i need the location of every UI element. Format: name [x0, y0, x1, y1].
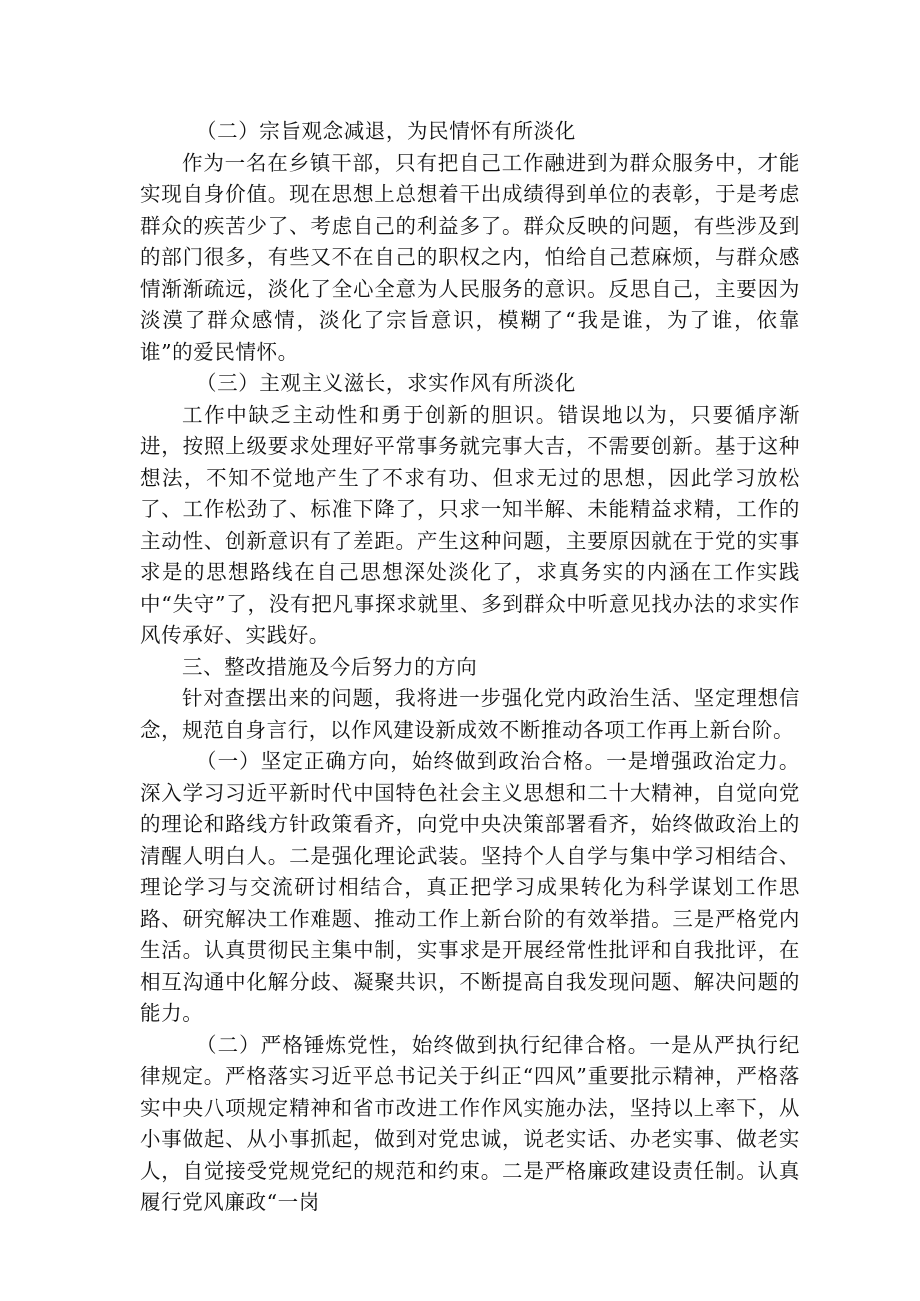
chapter-heading-3: 三、整改措施及今后努力的方向: [182, 654, 478, 679]
section-heading-3: （三）主观主义滋长，求实作风有所淡化: [196, 371, 576, 395]
document-body: [140, 116, 800, 1219]
body-paragraph: 工作中缺乏主动性和勇于创新的胆识。错误地以为，只要循序渐进，按照上级要求处理好平常事务就完事大吉，不需要创新。基于这种想法，不知不觉地产生了不求有功、但求无过的思想，因此学习放松了、工作松劲了、标准下降了，只求一知半解、未能精益求精，工作的主动性、创新意识有了差距。产生这种问题，主要原因就在于党的实事求是的思想路线在自己思想深处淡化了，求真务实的内涵在工作实践中“失守”了，没有把凡事探求就里、多到群众中听意见找办法的求实作风传承好、实践好。: [140, 402, 800, 647]
section-heading-2: （二）宗旨观念减退，为民情怀有所淡化: [196, 119, 576, 143]
measure-paragraph-1: （一）坚定正确方向，始终做到政治合格。一是增强政治定力。深入学习习近平新时代中国特色社会主义思想和二十大精神，自觉向党的理论和路线方针政策看齐，向党中央决策部署看齐，始终做政治上的清醒人明白人。二是强化理论武装。坚持个人自学与集中学习相结合、理论学习与交流研讨相结合，真正把学习成果转化为科学谋划工作思路、研究解决工作难题、推动工作上新台阶的有效举措。三是严格党内生活。认真贯彻民主集中制，实事求是开展经常性批评和自我批评，在相互沟通中化解分歧、凝聚共识，不断提高自我发现问题、解决问题的能力。: [140, 749, 800, 1025]
body-paragraph: 作为一名在乡镇干部，只有把自己工作融进到为群众服务中，才能实现自身价值。现在思想上总想着干出成绩得到单位的表彰，于是考虑群众的疾苦少了、考虑自己的利益多了。群众反映的问题，有些涉及到的部门很多，有些又不在自己的职权之内，怕给自己惹麻烦，与群众感情渐渐疏远，淡化了全心全意为人民服务的意识。反思自己，主要因为淡漠了群众感情，淡化了宗旨意识，模糊了“我是谁，为了谁，依靠谁”的爱民情怀。: [140, 150, 800, 364]
body-paragraph: 针对查摆出来的问题，我将进一步强化党内政治生活、坚定理想信念，规范自身言行，以作风建设新成效不断推动各项工作再上新台阶。: [140, 686, 800, 742]
measure-paragraph-2: （二）严格锤炼党性，始终做到执行纪律合格。一是从严执行纪律规定。严格落实习近平总书记关于纠正“四风”重要批示精神，严格落实中央八项规定精神和省市改进工作作风实施办法，坚持以上率下，从小事做起、从小事抓起，做到对党忠诚，说老实话、办老实事、做老实人，自觉接受党规党纪的规范和约束。二是严格廉政建设责任制。认真履行党风廉政“一岗: [140, 1032, 800, 1214]
